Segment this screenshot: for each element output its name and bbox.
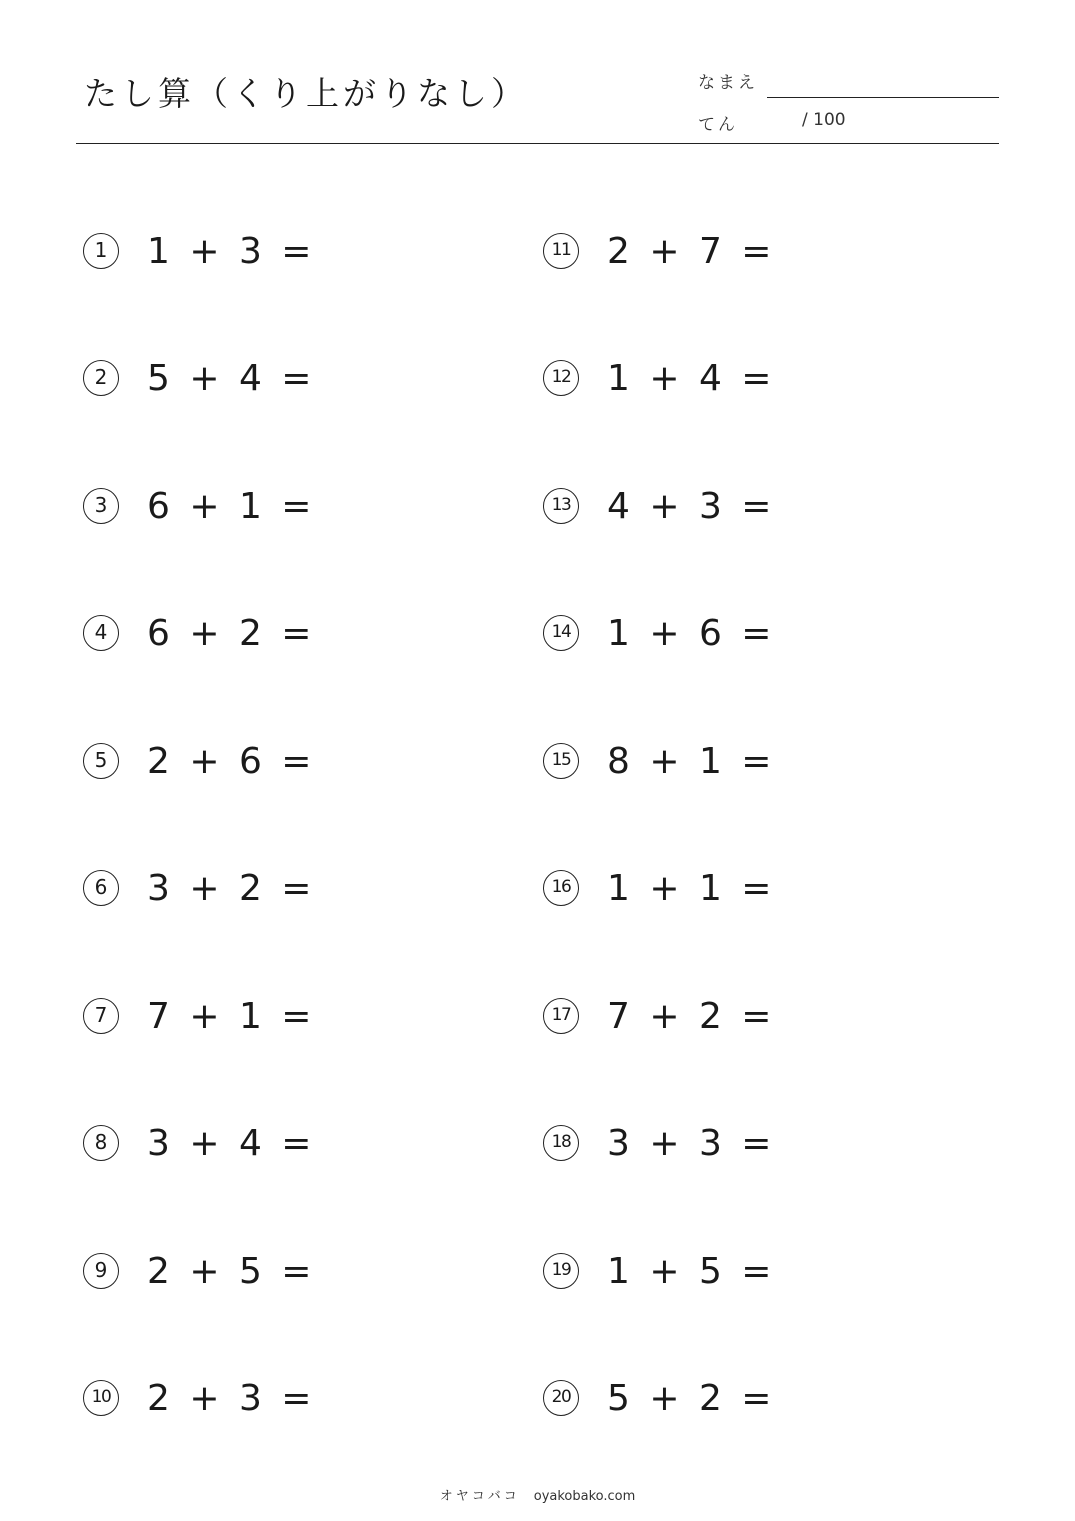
problem-item [83, 741, 312, 781]
problem-number: 14 [543, 615, 579, 651]
problem-number: 20 [543, 1380, 579, 1416]
problem-number: 4 [83, 615, 119, 651]
problem-number: 1 [83, 233, 119, 269]
problem-expression: 5 + 4 = [147, 357, 313, 399]
problem-expression: 7 + 2 = [607, 995, 773, 1037]
problem-expression: 4 + 3 = [607, 485, 773, 527]
problem-expression: 3 + 4 = [147, 1122, 313, 1164]
name-label: なまえ [698, 73, 758, 93]
problem-expression: 3 + 2 = [147, 867, 313, 909]
worksheet-title: たし算（くり上がりなし） [84, 74, 528, 113]
problem-item [543, 741, 772, 781]
problem-expression: 2 + 7 = [607, 230, 773, 272]
problem-item [543, 1123, 772, 1163]
problem-number: 2 [83, 360, 119, 396]
problem-item [543, 996, 772, 1036]
problem-item [83, 486, 312, 526]
problem-item [543, 231, 772, 271]
footer-brand: オヤコバコ [439, 1489, 520, 1504]
problem-item [543, 486, 772, 526]
problem-expression: 1 + 5 = [607, 1250, 773, 1292]
problem-expression: 7 + 1 = [147, 995, 313, 1037]
problem-number: 12 [543, 360, 579, 396]
problem-item [83, 1123, 312, 1163]
problem-number: 17 [543, 998, 579, 1034]
problem-expression: 6 + 1 = [147, 485, 313, 527]
problem-expression: 8 + 1 = [607, 740, 773, 782]
problem-number: 10 [83, 1380, 119, 1416]
problem-item [543, 358, 772, 398]
problem-item [83, 996, 312, 1036]
problem-number: 11 [543, 233, 579, 269]
problem-expression: 1 + 1 = [607, 867, 773, 909]
problem-number: 8 [83, 1125, 119, 1161]
problem-expression: 2 + 5 = [147, 1250, 313, 1292]
problem-item [83, 868, 312, 908]
score-label: てん [698, 115, 738, 135]
problem-expression: 3 + 3 = [607, 1122, 773, 1164]
problem-number: 15 [543, 743, 579, 779]
problem-item [543, 613, 772, 653]
footer-site-url: oyakobako.com [533, 1489, 636, 1504]
problem-number: 5 [83, 743, 119, 779]
problem-item [83, 1378, 312, 1418]
problem-item [543, 1251, 772, 1291]
problem-expression: 1 + 3 = [147, 230, 313, 272]
problem-expression: 5 + 2 = [607, 1377, 773, 1419]
score-total: / 100 [802, 110, 846, 130]
problem-item [83, 1251, 312, 1291]
problem-expression: 1 + 6 = [607, 612, 773, 654]
problem-number: 6 [83, 870, 119, 906]
problem-number: 18 [543, 1125, 579, 1161]
problem-number: 19 [543, 1253, 579, 1289]
problem-item [543, 1378, 772, 1418]
problem-expression: 2 + 6 = [147, 740, 313, 782]
problem-expression: 6 + 2 = [147, 612, 313, 654]
problem-expression: 2 + 3 = [147, 1377, 313, 1419]
problem-number: 16 [543, 870, 579, 906]
problem-number: 3 [83, 488, 119, 524]
problem-number: 13 [543, 488, 579, 524]
problem-item [83, 613, 312, 653]
footer [0, 1485, 1075, 1504]
problem-item [83, 231, 312, 271]
problem-item [83, 358, 312, 398]
problem-number: 9 [83, 1253, 119, 1289]
problem-expression: 1 + 4 = [607, 357, 773, 399]
problem-item [543, 868, 772, 908]
problem-number: 7 [83, 998, 119, 1034]
